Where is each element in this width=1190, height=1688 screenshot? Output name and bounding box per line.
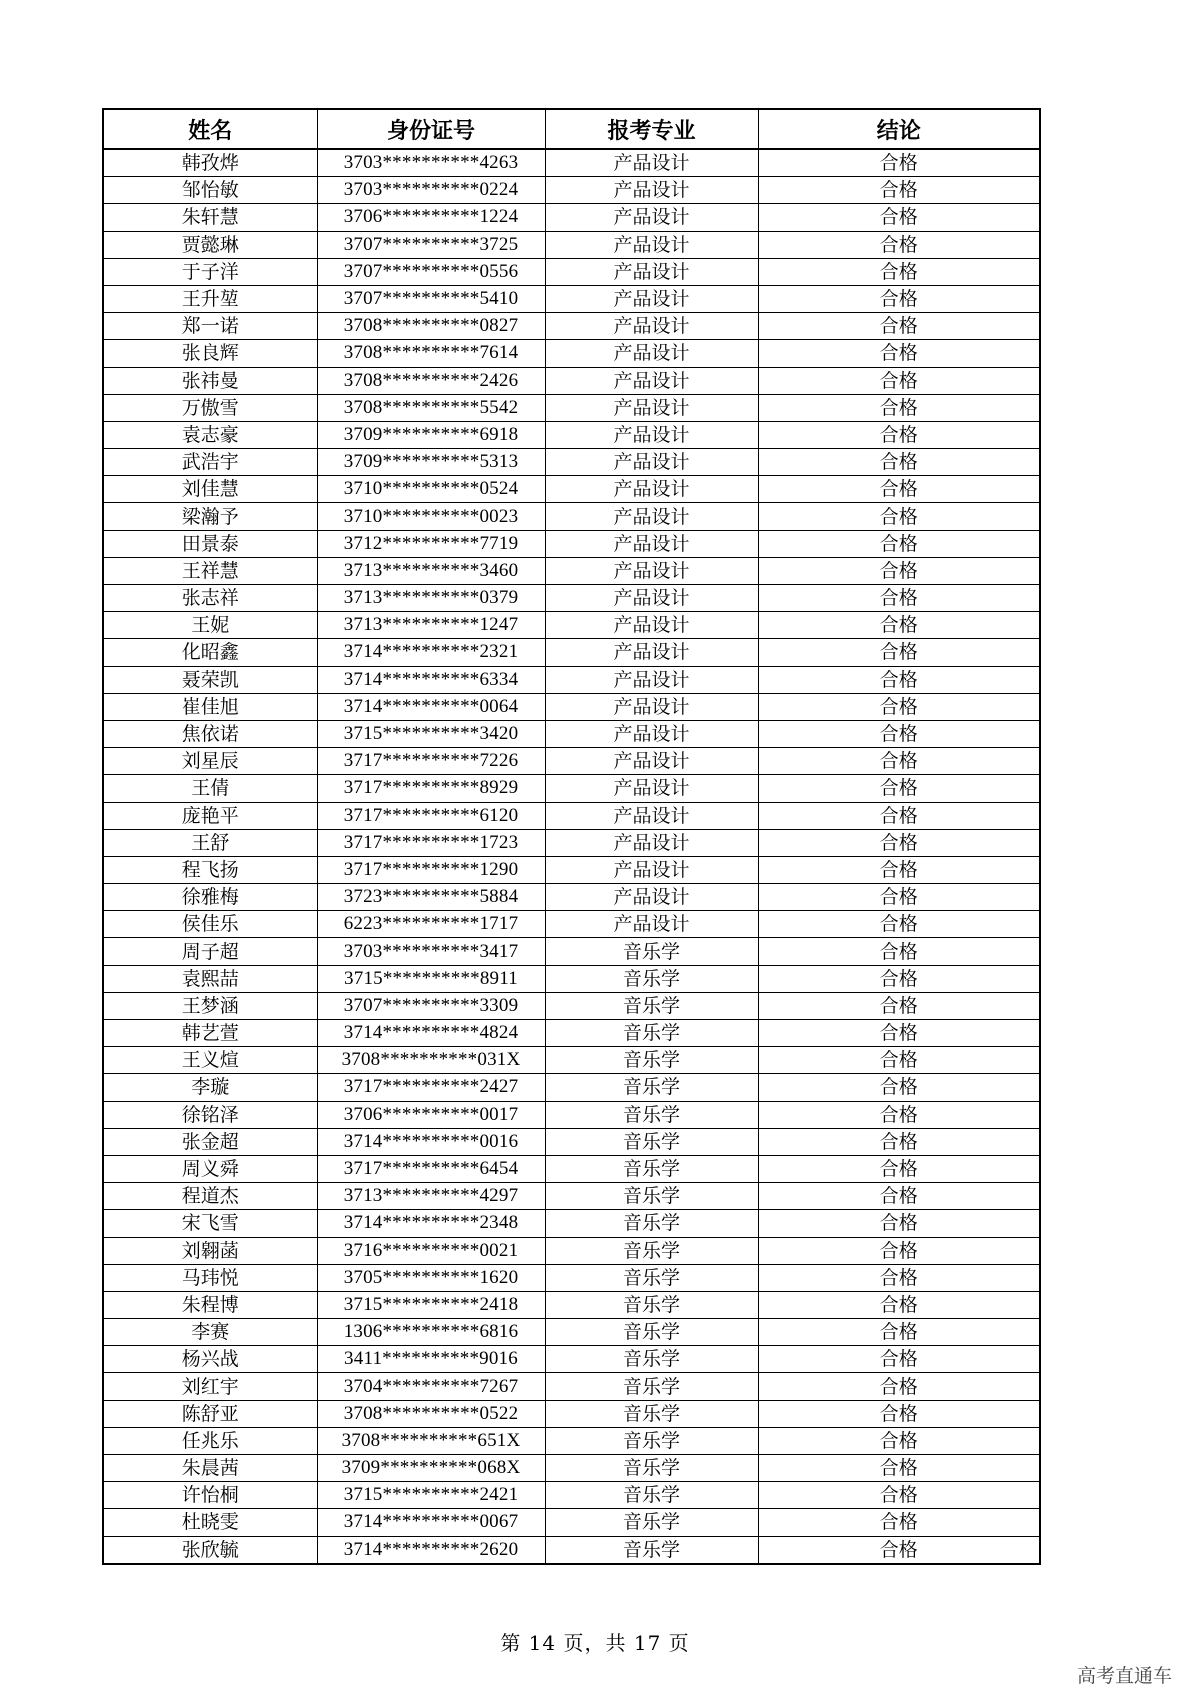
cell-id-number: 3706**********0017 <box>317 1101 545 1128</box>
cell-conclusion: 合格 <box>758 1210 1040 1237</box>
table-row <box>103 1020 1040 1047</box>
table-row <box>103 1346 1040 1373</box>
table-row <box>103 1536 1040 1564</box>
cell-id-number: 3714**********0067 <box>317 1509 545 1536</box>
cell-conclusion: 合格 <box>758 149 1040 177</box>
cell-major: 音乐学 <box>545 1020 758 1047</box>
cell-conclusion: 合格 <box>758 503 1040 530</box>
cell-major: 产品设计 <box>545 775 758 802</box>
cell-name: 焦依诺 <box>103 720 317 747</box>
cell-conclusion: 合格 <box>758 1319 1040 1346</box>
table-row <box>103 720 1040 747</box>
cell-major: 音乐学 <box>545 1346 758 1373</box>
cell-name: 杨兴战 <box>103 1346 317 1373</box>
cell-id-number: 3712**********7719 <box>317 530 545 557</box>
cell-name: 张金超 <box>103 1128 317 1155</box>
cell-conclusion: 合格 <box>758 884 1040 911</box>
table-row <box>103 449 1040 476</box>
cell-id-number: 3703**********4263 <box>317 149 545 177</box>
cell-name: 韩孜烨 <box>103 149 317 177</box>
cell-id-number: 3717**********6120 <box>317 802 545 829</box>
header-id-number: 身份证号 <box>317 109 545 149</box>
table-row <box>103 1427 1040 1454</box>
cell-conclusion: 合格 <box>758 1536 1040 1564</box>
cell-id-number: 3706**********1224 <box>317 204 545 231</box>
cell-conclusion: 合格 <box>758 1128 1040 1155</box>
table-body <box>103 149 1040 1564</box>
cell-id-number: 3707**********0556 <box>317 258 545 285</box>
cell-name: 张祎曼 <box>103 367 317 394</box>
cell-id-number: 3709**********068X <box>317 1455 545 1482</box>
table-row <box>103 204 1040 231</box>
cell-conclusion: 合格 <box>758 1020 1040 1047</box>
cell-major: 产品设计 <box>545 639 758 666</box>
cell-conclusion: 合格 <box>758 639 1040 666</box>
table-row <box>103 1291 1040 1318</box>
cell-conclusion: 合格 <box>758 1264 1040 1291</box>
cell-conclusion: 合格 <box>758 367 1040 394</box>
cell-major: 音乐学 <box>545 1101 758 1128</box>
cell-conclusion: 合格 <box>758 204 1040 231</box>
cell-id-number: 3709**********6918 <box>317 421 545 448</box>
cell-name: 郑一诺 <box>103 313 317 340</box>
cell-major: 产品设计 <box>545 340 758 367</box>
table-row <box>103 1237 1040 1264</box>
cell-name: 田景泰 <box>103 530 317 557</box>
cell-id-number: 3715**********2421 <box>317 1482 545 1509</box>
cell-major: 音乐学 <box>545 1047 758 1074</box>
cell-name: 崔佳旭 <box>103 693 317 720</box>
cell-id-number: 3717**********1723 <box>317 829 545 856</box>
cell-id-number: 3710**********0023 <box>317 503 545 530</box>
cell-major: 产品设计 <box>545 476 758 503</box>
table-row <box>103 177 1040 204</box>
cell-id-number: 3714**********6334 <box>317 666 545 693</box>
cell-conclusion: 合格 <box>758 1237 1040 1264</box>
table-row <box>103 992 1040 1019</box>
cell-conclusion: 合格 <box>758 1155 1040 1182</box>
cell-conclusion: 合格 <box>758 285 1040 312</box>
table-row <box>103 775 1040 802</box>
cell-id-number: 3703**********0224 <box>317 177 545 204</box>
cell-name: 朱晨茜 <box>103 1455 317 1482</box>
cell-conclusion: 合格 <box>758 720 1040 747</box>
cell-major: 音乐学 <box>545 1509 758 1536</box>
cell-name: 任兆乐 <box>103 1427 317 1454</box>
table-row <box>103 938 1040 965</box>
cell-major: 产品设计 <box>545 911 758 938</box>
cell-conclusion: 合格 <box>758 1509 1040 1536</box>
cell-conclusion: 合格 <box>758 1183 1040 1210</box>
table-row <box>103 557 1040 584</box>
table-row <box>103 503 1040 530</box>
cell-name: 侯佳乐 <box>103 911 317 938</box>
watermark: 高考直通车 <box>1076 1665 1172 1687</box>
cell-name: 王舒 <box>103 829 317 856</box>
table-row <box>103 476 1040 503</box>
cell-conclusion: 合格 <box>758 1291 1040 1318</box>
cell-id-number: 3714**********4824 <box>317 1020 545 1047</box>
cell-id-number: 3714**********2620 <box>317 1536 545 1564</box>
cell-major: 产品设计 <box>545 367 758 394</box>
cell-major: 产品设计 <box>545 204 758 231</box>
table-header-row <box>103 109 1040 149</box>
cell-id-number: 3713**********1247 <box>317 612 545 639</box>
cell-conclusion: 合格 <box>758 177 1040 204</box>
table-row <box>103 1155 1040 1182</box>
cell-name: 邹怡敏 <box>103 177 317 204</box>
cell-id-number: 3714**********2348 <box>317 1210 545 1237</box>
table-row <box>103 1400 1040 1427</box>
cell-conclusion: 合格 <box>758 394 1040 421</box>
cell-id-number: 3714**********2321 <box>317 639 545 666</box>
cell-name: 周子超 <box>103 938 317 965</box>
cell-id-number: 3707**********5410 <box>317 285 545 312</box>
table-row <box>103 394 1040 421</box>
cell-name: 宋飞雪 <box>103 1210 317 1237</box>
cell-conclusion: 合格 <box>758 557 1040 584</box>
cell-name: 王升堃 <box>103 285 317 312</box>
cell-conclusion: 合格 <box>758 476 1040 503</box>
cell-id-number: 3715**********2418 <box>317 1291 545 1318</box>
table-row <box>103 340 1040 367</box>
cell-conclusion: 合格 <box>758 1482 1040 1509</box>
cell-major: 音乐学 <box>545 1264 758 1291</box>
results-table <box>102 108 1041 1565</box>
table-row <box>103 802 1040 829</box>
table-row <box>103 1101 1040 1128</box>
table-row <box>103 585 1040 612</box>
cell-major: 产品设计 <box>545 421 758 448</box>
cell-major: 音乐学 <box>545 1210 758 1237</box>
page-number: 第 14 页，共 17 页 <box>500 1631 690 1655</box>
table-row <box>103 231 1040 258</box>
cell-conclusion: 合格 <box>758 856 1040 883</box>
cell-major: 产品设计 <box>545 530 758 557</box>
cell-conclusion: 合格 <box>758 775 1040 802</box>
cell-id-number: 3708**********2426 <box>317 367 545 394</box>
cell-id-number: 3710**********0524 <box>317 476 545 503</box>
cell-id-number: 3714**********0064 <box>317 693 545 720</box>
cell-conclusion: 合格 <box>758 802 1040 829</box>
cell-conclusion: 合格 <box>758 829 1040 856</box>
cell-id-number: 3708**********5542 <box>317 394 545 421</box>
table-row <box>103 1047 1040 1074</box>
cell-major: 产品设计 <box>545 720 758 747</box>
cell-major: 产品设计 <box>545 612 758 639</box>
table-row <box>103 149 1040 177</box>
cell-major: 产品设计 <box>545 149 758 177</box>
cell-conclusion: 合格 <box>758 992 1040 1019</box>
cell-major: 音乐学 <box>545 1427 758 1454</box>
table-row <box>103 965 1040 992</box>
cell-conclusion: 合格 <box>758 340 1040 367</box>
cell-id-number: 3714**********0016 <box>317 1128 545 1155</box>
cell-name: 化昭鑫 <box>103 639 317 666</box>
cell-major: 音乐学 <box>545 1237 758 1264</box>
table-row <box>103 748 1040 775</box>
cell-major: 产品设计 <box>545 693 758 720</box>
cell-name: 张志祥 <box>103 585 317 612</box>
cell-name: 庞艳平 <box>103 802 317 829</box>
table-row <box>103 693 1040 720</box>
cell-id-number: 3715**********8911 <box>317 965 545 992</box>
table-row <box>103 612 1040 639</box>
cell-major: 音乐学 <box>545 1373 758 1400</box>
cell-major: 产品设计 <box>545 258 758 285</box>
cell-name: 刘佳慧 <box>103 476 317 503</box>
cell-id-number: 3717**********6454 <box>317 1155 545 1182</box>
cell-name: 王义煊 <box>103 1047 317 1074</box>
cell-major: 音乐学 <box>545 992 758 1019</box>
cell-conclusion: 合格 <box>758 1455 1040 1482</box>
table-row <box>103 1509 1040 1536</box>
table-row <box>103 1183 1040 1210</box>
cell-major: 产品设计 <box>545 231 758 258</box>
cell-name: 聂荣凯 <box>103 666 317 693</box>
cell-name: 朱程博 <box>103 1291 317 1318</box>
cell-id-number: 3708**********031X <box>317 1047 545 1074</box>
cell-major: 产品设计 <box>545 802 758 829</box>
cell-name: 贾懿琳 <box>103 231 317 258</box>
cell-conclusion: 合格 <box>758 231 1040 258</box>
cell-name: 王祥慧 <box>103 557 317 584</box>
table-row <box>103 285 1040 312</box>
table-row <box>103 1210 1040 1237</box>
table-row <box>103 1128 1040 1155</box>
table-row <box>103 911 1040 938</box>
table-row <box>103 829 1040 856</box>
cell-conclusion: 合格 <box>758 911 1040 938</box>
table-row <box>103 1373 1040 1400</box>
cell-major: 音乐学 <box>545 965 758 992</box>
cell-name: 程道杰 <box>103 1183 317 1210</box>
cell-conclusion: 合格 <box>758 1101 1040 1128</box>
cell-name: 张良辉 <box>103 340 317 367</box>
cell-conclusion: 合格 <box>758 1427 1040 1454</box>
cell-major: 产品设计 <box>545 394 758 421</box>
cell-conclusion: 合格 <box>758 612 1040 639</box>
cell-id-number: 1306**********6816 <box>317 1319 545 1346</box>
cell-conclusion: 合格 <box>758 1074 1040 1101</box>
table-row <box>103 884 1040 911</box>
table-row <box>103 666 1040 693</box>
cell-id-number: 3705**********1620 <box>317 1264 545 1291</box>
cell-major: 音乐学 <box>545 1155 758 1182</box>
cell-name: 韩艺萱 <box>103 1020 317 1047</box>
cell-conclusion: 合格 <box>758 530 1040 557</box>
cell-major: 音乐学 <box>545 938 758 965</box>
cell-id-number: 3717**********2427 <box>317 1074 545 1101</box>
cell-id-number: 3717**********1290 <box>317 856 545 883</box>
cell-major: 音乐学 <box>545 1319 758 1346</box>
cell-major: 音乐学 <box>545 1128 758 1155</box>
cell-name: 刘红宇 <box>103 1373 317 1400</box>
cell-major: 音乐学 <box>545 1291 758 1318</box>
table-row <box>103 258 1040 285</box>
cell-name: 程飞扬 <box>103 856 317 883</box>
cell-name: 王倩 <box>103 775 317 802</box>
table-row <box>103 367 1040 394</box>
table-row <box>103 1455 1040 1482</box>
cell-id-number: 3707**********3309 <box>317 992 545 1019</box>
cell-name: 袁熙喆 <box>103 965 317 992</box>
cell-id-number: 3709**********5313 <box>317 449 545 476</box>
cell-conclusion: 合格 <box>758 421 1040 448</box>
cell-conclusion: 合格 <box>758 1373 1040 1400</box>
header-conclusion: 结论 <box>758 109 1040 149</box>
cell-id-number: 3717**********7226 <box>317 748 545 775</box>
cell-id-number: 3704**********7267 <box>317 1373 545 1400</box>
cell-name: 万傲雪 <box>103 394 317 421</box>
cell-id-number: 3708**********0522 <box>317 1400 545 1427</box>
cell-major: 产品设计 <box>545 748 758 775</box>
cell-major: 产品设计 <box>545 285 758 312</box>
cell-id-number: 3411**********9016 <box>317 1346 545 1373</box>
cell-name: 杜晓雯 <box>103 1509 317 1536</box>
cell-conclusion: 合格 <box>758 449 1040 476</box>
cell-conclusion: 合格 <box>758 585 1040 612</box>
cell-major: 产品设计 <box>545 585 758 612</box>
header-name: 姓名 <box>103 109 317 149</box>
table-row <box>103 1482 1040 1509</box>
cell-id-number: 3713**********0379 <box>317 585 545 612</box>
cell-name: 徐雅梅 <box>103 884 317 911</box>
cell-major: 音乐学 <box>545 1183 758 1210</box>
cell-major: 音乐学 <box>545 1074 758 1101</box>
cell-major: 产品设计 <box>545 557 758 584</box>
cell-id-number: 3715**********3420 <box>317 720 545 747</box>
cell-name: 王妮 <box>103 612 317 639</box>
cell-name: 武浩宇 <box>103 449 317 476</box>
cell-major: 音乐学 <box>545 1455 758 1482</box>
cell-major: 产品设计 <box>545 449 758 476</box>
cell-id-number: 3708**********7614 <box>317 340 545 367</box>
cell-name: 马玮悦 <box>103 1264 317 1291</box>
cell-name: 刘星辰 <box>103 748 317 775</box>
cell-id-number: 3708**********0827 <box>317 313 545 340</box>
table-row <box>103 1074 1040 1101</box>
cell-major: 产品设计 <box>545 503 758 530</box>
cell-name: 李赛 <box>103 1319 317 1346</box>
cell-major: 产品设计 <box>545 884 758 911</box>
cell-id-number: 6223**********1717 <box>317 911 545 938</box>
cell-name: 朱轩慧 <box>103 204 317 231</box>
table-row <box>103 1319 1040 1346</box>
cell-name: 李璇 <box>103 1074 317 1101</box>
cell-conclusion: 合格 <box>758 748 1040 775</box>
cell-major: 产品设计 <box>545 177 758 204</box>
cell-name: 梁瀚予 <box>103 503 317 530</box>
cell-name: 周义舜 <box>103 1155 317 1182</box>
cell-name: 于子洋 <box>103 258 317 285</box>
table-row <box>103 313 1040 340</box>
cell-name: 陈舒亚 <box>103 1400 317 1427</box>
cell-id-number: 3723**********5884 <box>317 884 545 911</box>
cell-conclusion: 合格 <box>758 1047 1040 1074</box>
cell-id-number: 3708**********651X <box>317 1427 545 1454</box>
cell-id-number: 3713**********4297 <box>317 1183 545 1210</box>
cell-name: 袁志豪 <box>103 421 317 448</box>
header-major: 报考专业 <box>545 109 758 149</box>
cell-id-number: 3713**********3460 <box>317 557 545 584</box>
table-row <box>103 1264 1040 1291</box>
cell-major: 产品设计 <box>545 666 758 693</box>
cell-name: 王梦涵 <box>103 992 317 1019</box>
cell-name: 许怡桐 <box>103 1482 317 1509</box>
cell-major: 产品设计 <box>545 856 758 883</box>
cell-name: 徐铭泽 <box>103 1101 317 1128</box>
cell-conclusion: 合格 <box>758 666 1040 693</box>
cell-conclusion: 合格 <box>758 938 1040 965</box>
cell-conclusion: 合格 <box>758 258 1040 285</box>
cell-name: 刘翱菡 <box>103 1237 317 1264</box>
table-row <box>103 639 1040 666</box>
table-row <box>103 856 1040 883</box>
results-table-container <box>102 108 1039 1565</box>
cell-id-number: 3707**********3725 <box>317 231 545 258</box>
cell-major: 产品设计 <box>545 313 758 340</box>
cell-conclusion: 合格 <box>758 313 1040 340</box>
cell-major: 音乐学 <box>545 1482 758 1509</box>
cell-conclusion: 合格 <box>758 693 1040 720</box>
cell-conclusion: 合格 <box>758 965 1040 992</box>
cell-major: 音乐学 <box>545 1400 758 1427</box>
table-row <box>103 530 1040 557</box>
table-row <box>103 421 1040 448</box>
cell-id-number: 3716**********0021 <box>317 1237 545 1264</box>
cell-name: 张欣毓 <box>103 1536 317 1564</box>
cell-major: 音乐学 <box>545 1536 758 1564</box>
cell-id-number: 3717**********8929 <box>317 775 545 802</box>
cell-conclusion: 合格 <box>758 1346 1040 1373</box>
cell-id-number: 3703**********3417 <box>317 938 545 965</box>
cell-conclusion: 合格 <box>758 1400 1040 1427</box>
cell-major: 产品设计 <box>545 829 758 856</box>
